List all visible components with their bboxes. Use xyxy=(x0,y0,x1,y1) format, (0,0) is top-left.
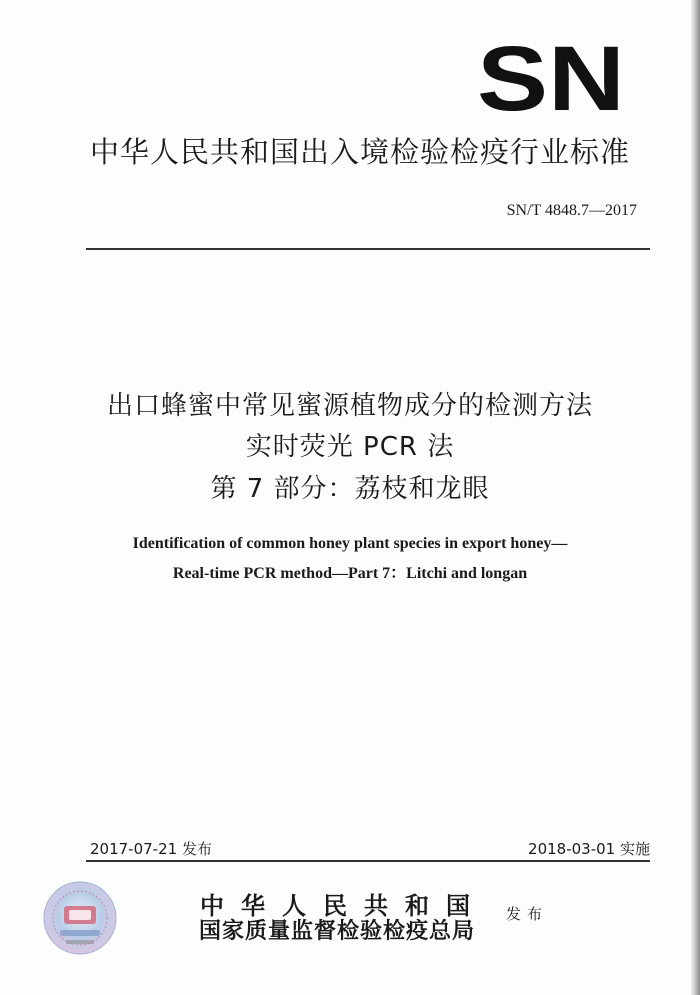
anti-counterfeit-seal-icon xyxy=(42,880,118,956)
issuer-country: 中华人民共和国 xyxy=(200,892,487,920)
publish-label: 发布 xyxy=(506,905,549,923)
implementation-date: 2018-03-01 实施 xyxy=(528,840,650,858)
sn-logo-text: SN xyxy=(477,38,625,118)
title-cn-line-3: 第 7 部分：荔枝和龙眼 xyxy=(210,474,490,504)
authority-title: 中华人民共和国出入境检验检疫行业标准 xyxy=(90,135,631,169)
issue-date: 2017-07-21 发布 xyxy=(90,840,212,858)
title-en-line-1: Identification of common honey plant species in export honey— xyxy=(132,535,568,552)
title-cn-line-1: 出口蜂蜜中常见蜜源植物成分的检测方法 xyxy=(106,391,593,421)
title-cn-line-2: 实时荧光 PCR 法 xyxy=(245,432,455,462)
issuer-agency: 国家质量监督检验检疫总局 xyxy=(199,919,476,944)
footer-divider xyxy=(86,860,650,862)
standard-number: SN/T 4848.7—2017 xyxy=(506,202,637,219)
title-en-line-2: Real-time PCR method—Part 7：Litchi and longan xyxy=(172,565,528,582)
sn-logo-icon xyxy=(476,38,626,118)
page-edge-shadow xyxy=(690,0,700,995)
header-divider xyxy=(86,248,650,250)
